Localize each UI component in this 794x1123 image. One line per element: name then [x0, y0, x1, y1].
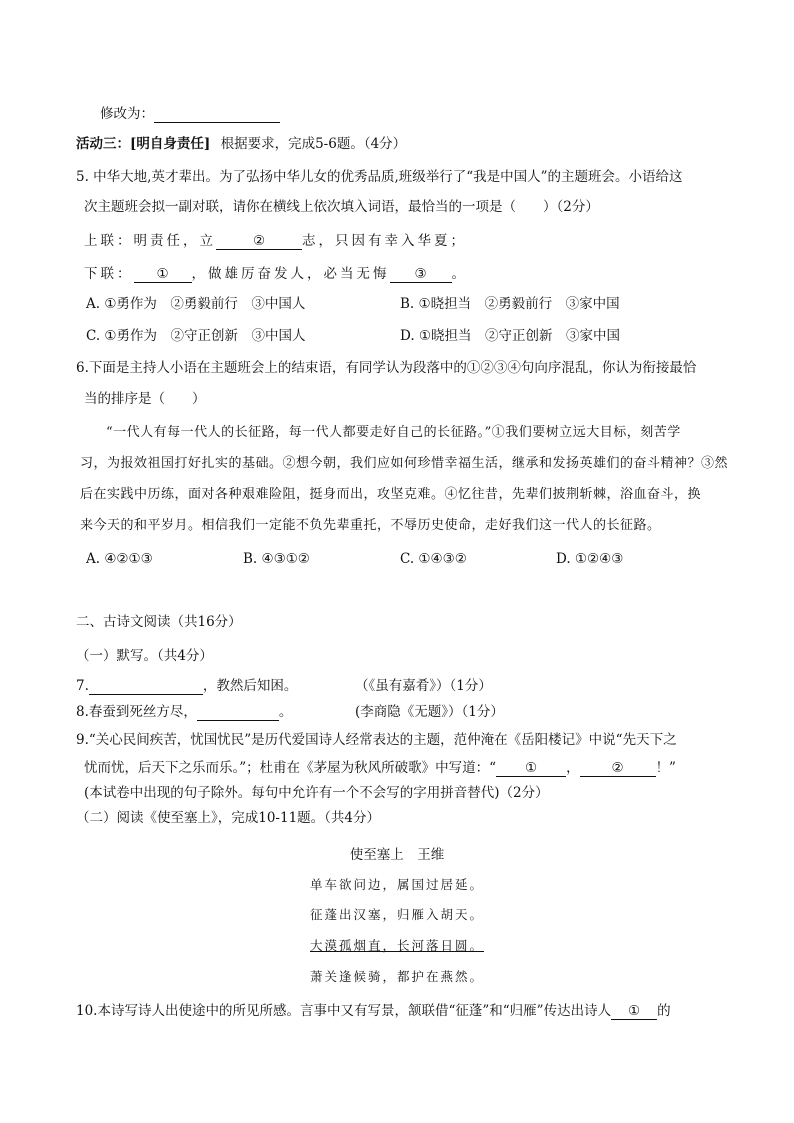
q9-comma: ， [566, 760, 580, 776]
q6-paragraph-line3: 后在实践中历练，面对各种艰难险阻，挺身而出，攻坚克难。④忆往昔，先辈们披荆斩棘，浴血奋斗，换 [80, 487, 702, 502]
activity3-title: 活动三：[明自身责任] [76, 136, 211, 152]
modify-answer-blank[interactable] [154, 107, 280, 123]
q6-line2: 当的排序是（ ） [84, 391, 206, 407]
q9-blank1[interactable]: ① [496, 761, 566, 777]
q7-line [76, 677, 297, 695]
q9-line3: (本试卷中出现的句子除外。每句中允许有一个不会写的字用拼音替代)（2分） [84, 785, 549, 801]
q6-paragraph-line4: 来今天的和平岁月。相信我们一定能不负先辈重托，不辱历史使命，走好我们这一代人的长征路。 [80, 518, 661, 533]
q8-end: 。 [278, 704, 293, 720]
poem-line4: 萧关逢候骑，都护在燕然。 [309, 969, 484, 984]
upper-couplet-blank[interactable]: ② [216, 234, 302, 250]
lower-couplet-middle: ，做雄厉奋发人，必当无悔 [191, 266, 390, 282]
section2-sub2: （二）阅读《使至塞上》，完成10-11题。（共4分） [76, 810, 381, 826]
lower-couplet-label: 下联： [84, 266, 134, 282]
q9-line2-text: 忧而忧，后天下之乐而乐。”；杜甫在《茅屋为秋风所破歌》中写道：“ [84, 760, 497, 776]
q7-text: ，教然后知困。 [202, 678, 298, 694]
q8-source: (李商隐《无题》）（1分） [355, 704, 504, 720]
q5-lower-couplet [84, 265, 468, 283]
modify-line [100, 105, 280, 123]
q5-upper-couplet [84, 232, 467, 250]
q5-option-b[interactable]: B. ①晓担当 ②勇毅前行 ③家中国 [400, 296, 620, 312]
q10-end: 的 [657, 1003, 671, 1019]
lower-couplet-end: 。 [451, 266, 468, 282]
poem-line2: 征蓬出汉塞，归雁入胡天。 [309, 907, 484, 922]
q6-option-b[interactable]: B. ④③①② [243, 551, 310, 567]
q5-option-d[interactable]: D. ①晓担当 ②守正创新 ③家中国 [400, 328, 621, 344]
poem-line1: 单车欲问边，属国过居延。 [309, 877, 484, 892]
q7-number: 7. [76, 678, 89, 694]
q5-option-a[interactable]: A. ①勇作为 ②勇毅前行 ③中国人 [86, 296, 306, 312]
q8-answer-blank[interactable] [197, 705, 279, 721]
q9-line1: 9.“关心民间疾苦，忧国忧民”是历代爱国诗人经常表达的主题，范仲淹在《岳阳楼记》中说“先天下之 [76, 732, 677, 748]
poem-line3-underlined: 大漠孤烟直，长河落日圆。 [309, 938, 484, 953]
section2-sub1: （一）默写。（共4分） [76, 648, 213, 664]
q9-blank2[interactable]: ② [580, 761, 656, 777]
q10-text: 10.本诗写诗人出使途中的所见所感。言事中又有写景，颔联借“征蓬”和“归雁”传达出诗人 [76, 1003, 612, 1019]
q8-text: 8.春蚕到死丝方尽， [76, 704, 197, 720]
q9-line2 [84, 759, 676, 777]
activity3-desc: 根据要求，完成5-6题。（4分） [220, 136, 407, 152]
q9-end: ！” [655, 760, 676, 776]
upper-couplet-start: 上联：明责任，立 [84, 233, 216, 249]
q5-line1: 5. 中华大地,英才辈出。为了弘扬中华儿女的优秀品质,班级举行了“我是中国人”的主题班会。小语给这 [76, 169, 683, 185]
poem-title: 使至塞上 王维 [349, 847, 445, 863]
upper-couplet-end: 志，只因有幸入华夏； [302, 233, 467, 249]
activity3-heading [76, 135, 406, 153]
q6-paragraph-line1: “一代人有每一代人的长征路，每一代人都要走好自己的长征路。”①我们要树立远大目标，刻苦学 [106, 425, 681, 440]
q10-line [76, 1002, 671, 1020]
q6-option-d[interactable]: D. ①②④③ [556, 551, 624, 567]
lower-couplet-blank2[interactable]: ③ [390, 267, 452, 283]
q5-line2: 次主题班会拟一副对联，请你在横线上依次填入词语，最恰当的一项是（ ）（2分） [84, 199, 599, 215]
q6-paragraph-line2: 习，为报效祖国打好扎实的基础。②想今朝，我们应如何珍惜幸福生活，继承和发扬英雄们的奋斗精神？③然 [80, 456, 729, 471]
q5-option-c[interactable]: C. ①勇作为 ②守正创新 ③中国人 [86, 328, 306, 344]
q6-option-c[interactable]: C. ①④③② [400, 551, 467, 567]
q8-line [76, 703, 292, 721]
q7-answer-blank[interactable] [89, 679, 203, 695]
section2-title: 二、古诗文阅读（共16分） [76, 614, 242, 630]
q6-option-a[interactable]: A. ④②①③ [86, 551, 153, 567]
q10-blank[interactable]: ① [611, 1004, 657, 1020]
q7-source: （《虽有嘉肴》）（1分） [355, 678, 492, 694]
lower-couplet-blank1[interactable]: ① [134, 267, 192, 283]
modify-label: 修改为： [100, 106, 154, 122]
q6-line1: 6.下面是主持人小语在主题班会上的结束语，有同学认为段落中的①②③④句向序混乱，你认为衔接最恰 [76, 360, 697, 376]
